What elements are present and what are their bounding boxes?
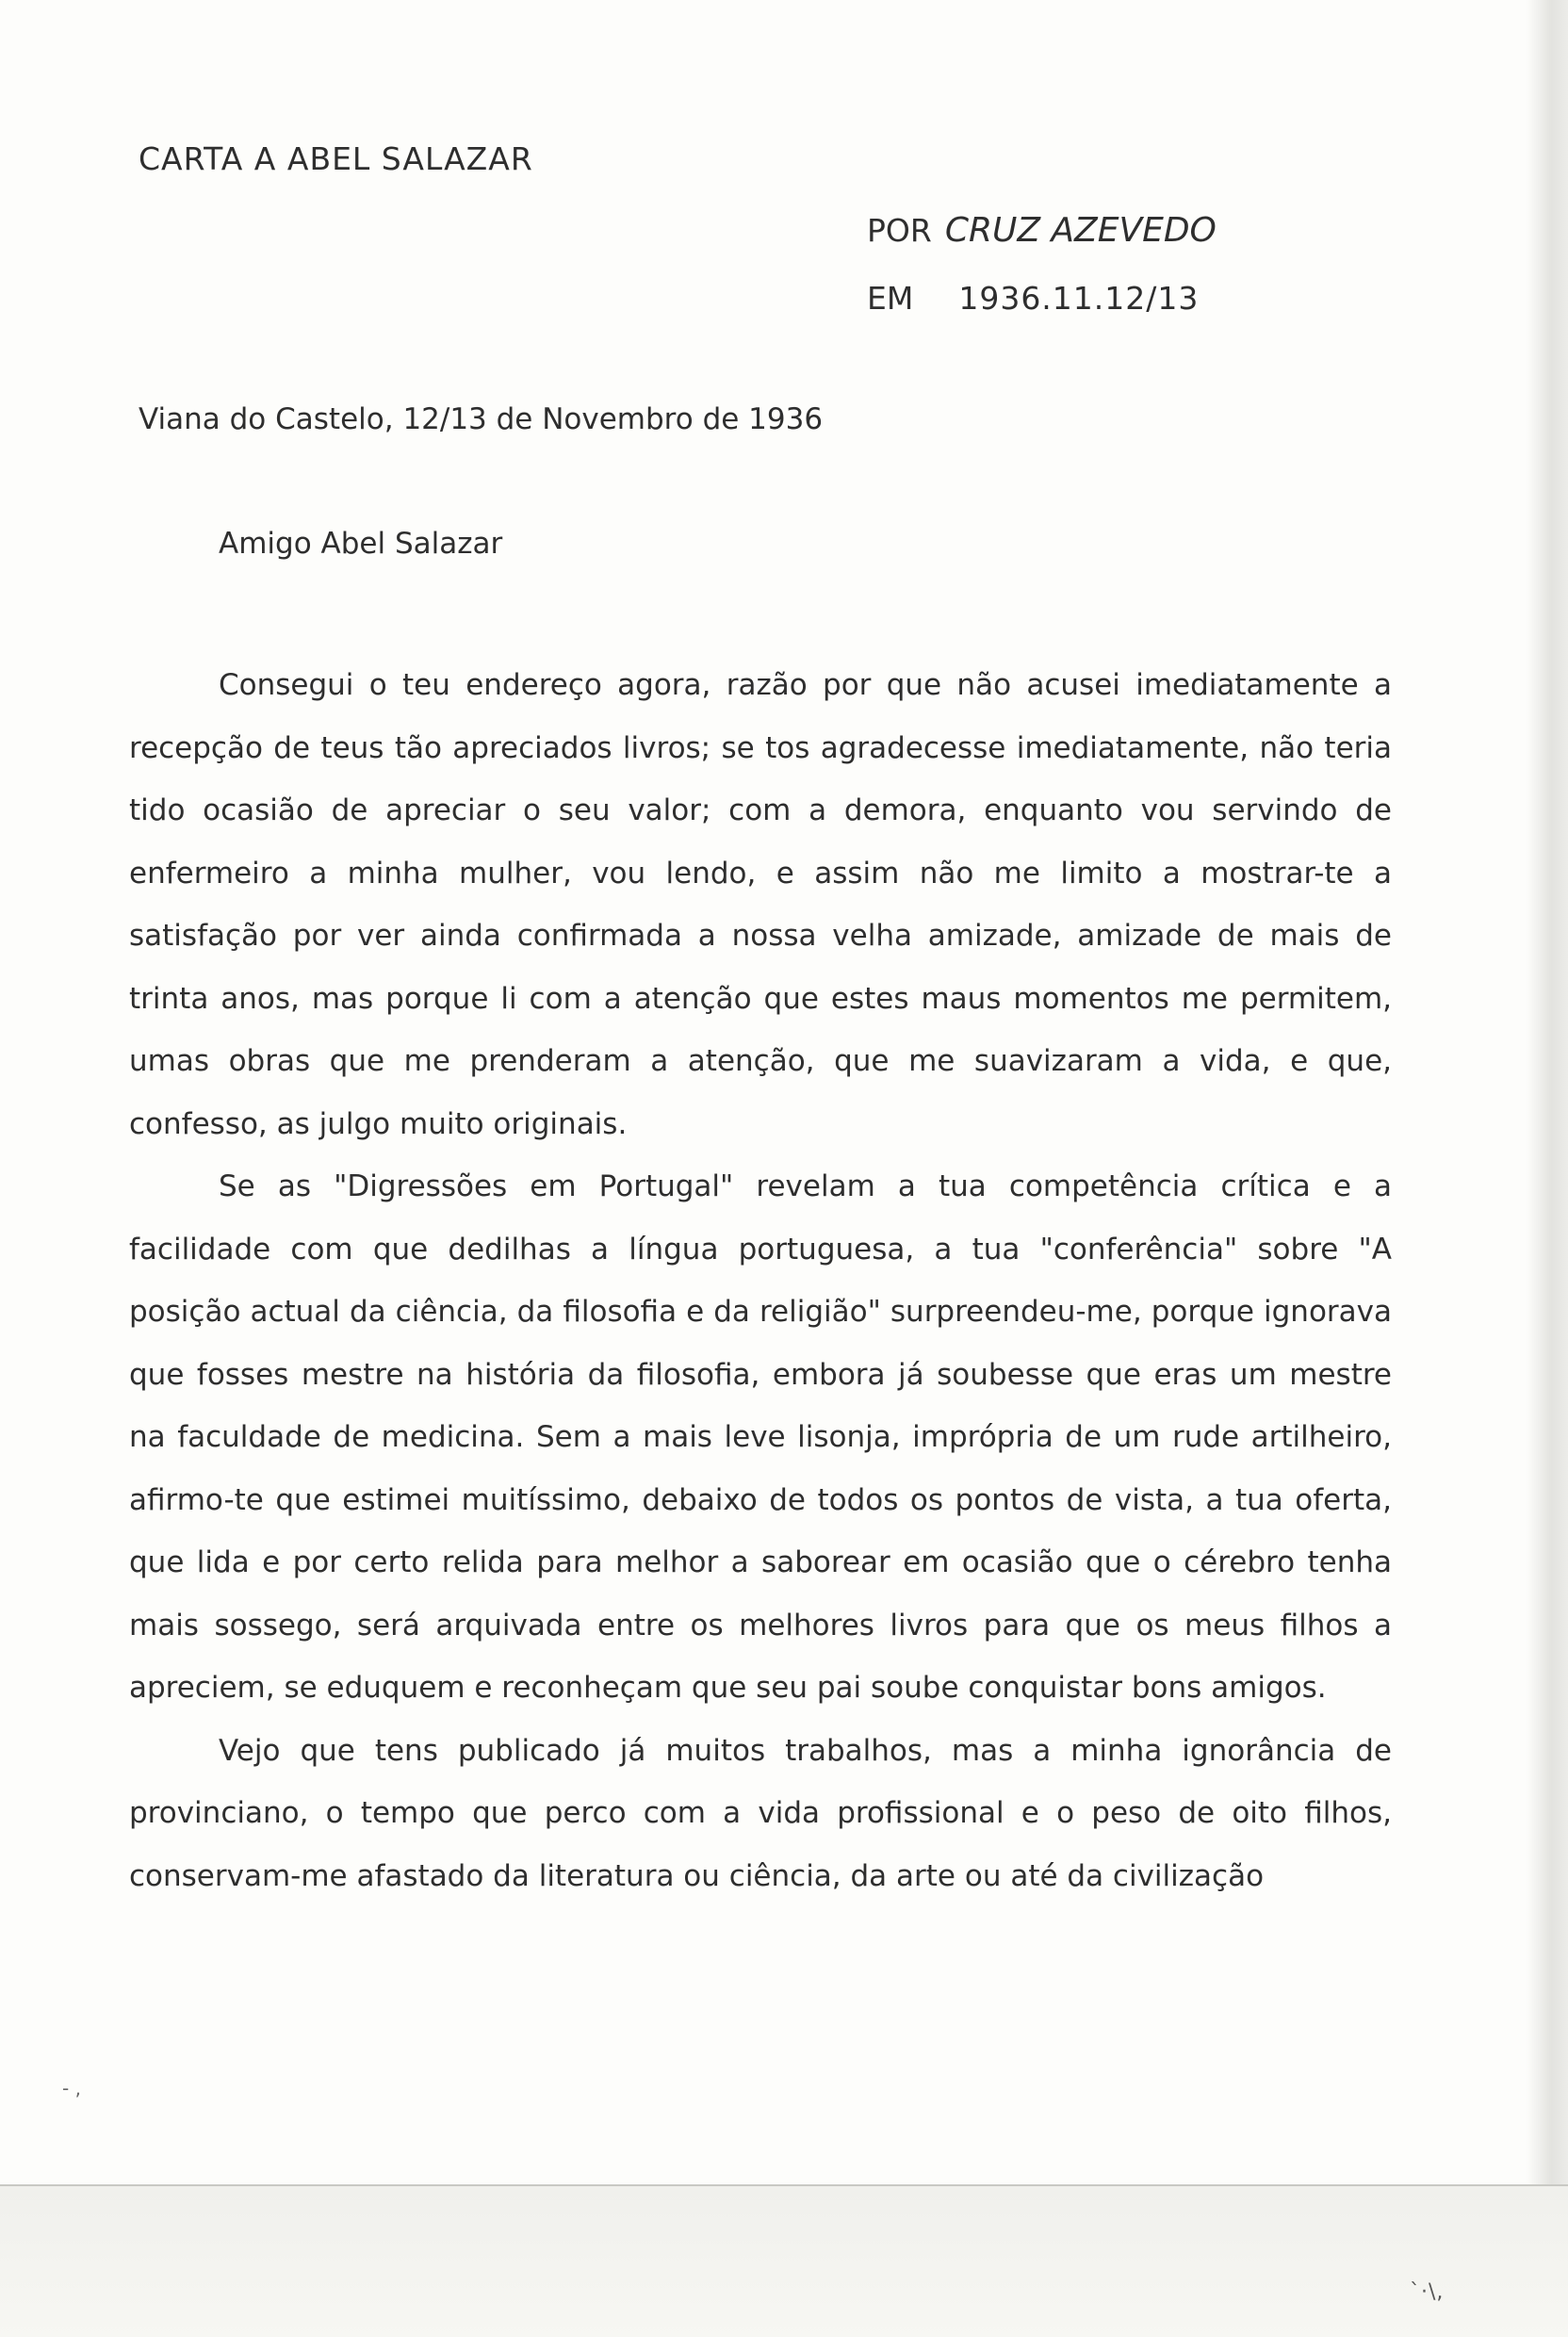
paragraph: Consegui o teu endereço agora, razão por que não acusei imediatamente a recepção de teus tão apreciados livros; se tos agradecesse imediatamente, não teria tido ocasião de apreciar o seu valor; com a demora, enquanto vou servindo de enfermeiro a minha mulher, vou lendo, e assim não me limito a mostrar-te a satisfação por ver ainda confirmada a nossa velha amizade, amizade de mais de trinta anos, mas porque li com a atenção que estes maus momentos me permitem, umas obras que me prenderam a atenção, que me suavizaram a vida, e que, confesso, as julgo muito originais. [129,668,1392,1141]
author-label: POR [867,212,932,249]
place-and-date: Viana do Castelo, 12/13 de Novembro de 1936 [139,402,824,436]
letter-body [129,654,1392,1907]
paragraph: Vejo que tens publicado já muitos trabalhos, mas a minha ignorância de provinciano, o tempo que perco com a vida profissional e o peso de oito filhos, conservam-me afastado da literatura ou ciência, da arte ou até da civilização [129,1733,1392,1893]
author-name: CRUZ AZEVEDO [944,211,1217,250]
margin-ink-mark: - , [62,2077,81,2100]
date-label: EM [867,280,914,317]
scan-bottom-strip [0,2186,1568,2337]
date-line [867,280,1200,317]
salutation: Amigo Abel Salazar [219,527,503,561]
page-edge-shadow [1527,0,1568,2337]
scan-edge-line [0,2184,1568,2186]
corner-ink-mark: `·\, [1410,2280,1445,2304]
author-line [867,211,1217,250]
letter-heading: CARTA A ABEL SALAZAR [139,140,533,177]
date-code: 1936.11.12/13 [958,280,1200,317]
paragraph: Se as "Digressões em Portugal" revelam a tua competência crítica e a facilidade com que dedilhas a língua portuguesa, a tua "conferência" sobre "A posição actual da ciência, da filosofia e da religião" surpreendeu-me, porque ignorava que fosses mestre na história da filosofia, embora já soubesse que eras um mestre na faculdade de medicina. Sem a mais leve lisonja, imprópria de um rude artilheiro, afirmo-te que estimei muitíssimo, debaixo de todos os pontos de vista, a tua oferta, que lida e por certo relida para melhor a saborear em ocasião que o cérebro tenha mais sossego, será arquivada entre os melhores livros para que os meus filhos a apreciem, se eduquem e reconheçam que seu pai soube conquistar bons amigos. [129,1169,1392,1705]
